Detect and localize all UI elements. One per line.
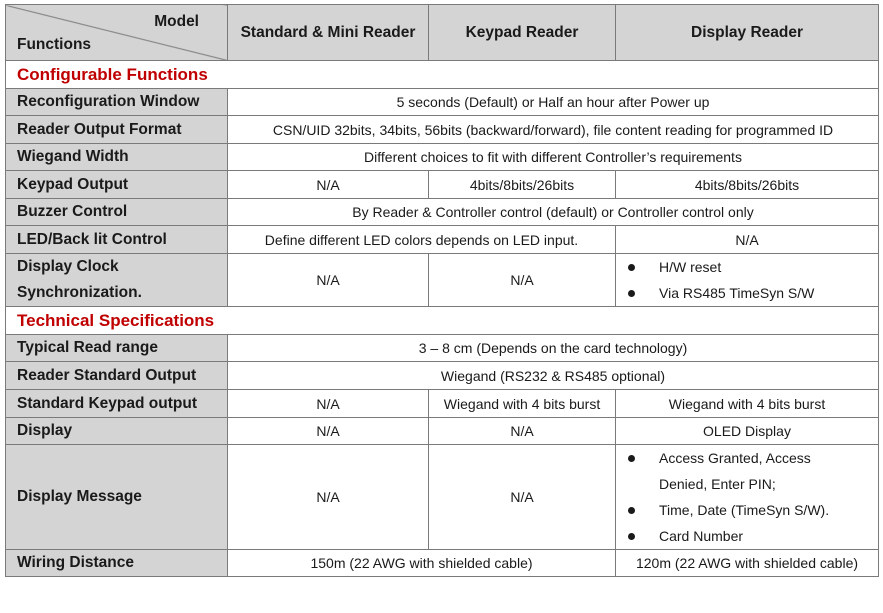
row-label: Wiring Distance (6, 550, 228, 577)
cell-standard-keypad: Define different LED colors depends on LED input. (228, 226, 616, 254)
cell-standard: N/A (228, 445, 429, 550)
bullet-icon (628, 264, 635, 271)
row-label: LED/Back lit Control (6, 226, 228, 254)
section-title-technical: Technical Specifications (6, 307, 879, 335)
list-item: H/W reset (628, 254, 878, 280)
row-reconfiguration-window (6, 89, 879, 116)
cell-standard: N/A (228, 254, 429, 307)
cell-display: 4bits/8bits/26bits (616, 171, 879, 199)
row-display-message (6, 445, 879, 550)
cell-display: N/A (616, 226, 879, 254)
row-label: Reader Standard Output (6, 362, 228, 390)
row-label: Keypad Output (6, 171, 228, 199)
cell-display: OLED Display (616, 418, 879, 445)
row-reader-standard-output (6, 362, 879, 390)
row-value: Different choices to fit with different Controller’s requirements (228, 144, 879, 171)
cell-keypad: N/A (429, 254, 616, 307)
row-label: Display Message (6, 445, 228, 550)
header-diagonal-cell (6, 5, 228, 61)
cell-standard: N/A (228, 418, 429, 445)
row-label: Reader Output Format (6, 116, 228, 144)
list-item: Card Number (628, 523, 878, 549)
bullet-icon (628, 533, 635, 540)
cell-keypad: N/A (429, 445, 616, 550)
row-label: Buzzer Control (6, 199, 228, 226)
row-label: Display (6, 418, 228, 445)
row-label: Reconfiguration Window (6, 89, 228, 116)
cell-keypad: Wiegand with 4 bits burst (429, 390, 616, 418)
cell-display: Wiegand with 4 bits burst (616, 390, 879, 418)
section-row-configurable (6, 61, 879, 89)
row-wiegand-width (6, 144, 879, 171)
row-display (6, 418, 879, 445)
spec-table (5, 4, 879, 577)
row-label: Standard Keypad output (6, 390, 228, 418)
row-label (6, 254, 228, 307)
cell-keypad: N/A (429, 418, 616, 445)
list-item: Access Granted, Access Denied, Enter PIN; (628, 445, 878, 497)
column-header-keypad: Keypad Reader (429, 5, 616, 61)
model-header: Model (154, 13, 199, 30)
bullet-icon (628, 507, 635, 514)
bullet-icon (628, 455, 635, 462)
cell-display: 120m (22 AWG with shielded cable) (616, 550, 879, 577)
column-header-display: Display Reader (616, 5, 879, 61)
column-header-standard: Standard & Mini Reader (228, 5, 429, 61)
row-display-clock-sync (6, 254, 879, 307)
cell-display (616, 445, 879, 550)
bullet-list (616, 445, 878, 549)
row-label: Typical Read range (6, 335, 228, 362)
row-label-line2: Synchronization. (17, 284, 142, 301)
section-title-configurable: Configurable Functions (6, 61, 879, 89)
section-row-technical (6, 307, 879, 335)
row-value: CSN/UID 32bits, 34bits, 56bits (backward/forward), file content reading for programmed ID (228, 116, 879, 144)
row-buzzer-control (6, 199, 879, 226)
row-standard-keypad-output (6, 390, 879, 418)
header-row (6, 5, 879, 61)
row-wiring-distance (6, 550, 879, 577)
cell-standard: N/A (228, 171, 429, 199)
functions-header: Functions (17, 36, 92, 53)
row-value: By Reader & Controller control (default) or Controller control only (228, 199, 879, 226)
cell-keypad: 4bits/8bits/26bits (429, 171, 616, 199)
row-value: 5 seconds (Default) or Half an hour after Power up (228, 89, 879, 116)
list-item: Time, Date (TimeSyn S/W). (628, 497, 878, 523)
row-value: Wiegand (RS232 & RS485 optional) (228, 362, 879, 390)
row-reader-output-format (6, 116, 879, 144)
cell-standard: N/A (228, 390, 429, 418)
list-item: Via RS485 TimeSyn S/W (628, 280, 878, 306)
cell-standard-keypad: 150m (22 AWG with shielded cable) (228, 550, 616, 577)
row-led-control (6, 226, 879, 254)
row-value: 3 – 8 cm (Depends on the card technology) (228, 335, 879, 362)
bullet-icon (628, 290, 635, 297)
cell-display (616, 254, 879, 307)
row-keypad-output (6, 171, 879, 199)
row-typical-read-range (6, 335, 879, 362)
row-label-line1: Display Clock (17, 258, 119, 275)
row-label: Wiegand Width (6, 144, 228, 171)
bullet-list (616, 254, 878, 306)
